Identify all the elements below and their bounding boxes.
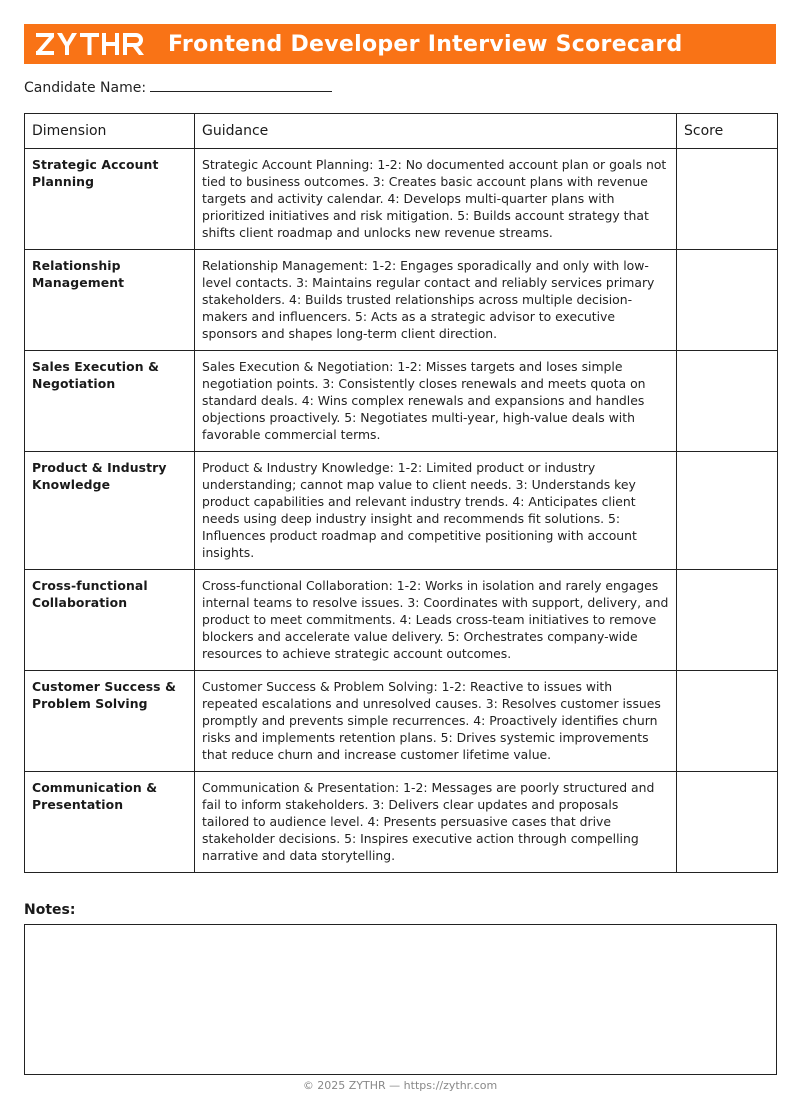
dimension-cell: Sales Execution & Negotiation xyxy=(25,351,195,452)
score-cell[interactable] xyxy=(677,452,778,570)
candidate-name-label: Candidate Name: xyxy=(24,80,147,96)
table-row xyxy=(25,452,778,570)
zythr-logo-wordmark xyxy=(36,30,148,58)
score-cell[interactable] xyxy=(677,149,778,250)
score-cell[interactable] xyxy=(677,570,778,671)
score-cell[interactable] xyxy=(677,250,778,351)
zythr-logo xyxy=(36,30,148,58)
guidance-cell: Product & Industry Knowledge: 1-2: Limited product or industry understanding; cannot map value to client needs. 3: Understands key product capabilities and relevant industry trends. 4: Anticipates client needs using deep industry insight and recommends fit solutions. 5: Influences product roadmap and competitive positioning with account insights. xyxy=(195,452,677,570)
column-header-score: Score xyxy=(677,114,778,149)
notes-area[interactable] xyxy=(24,924,777,1075)
notes-label: Notes: xyxy=(24,902,76,918)
score-cell[interactable] xyxy=(677,671,778,772)
guidance-cell: Cross-functional Collaboration: 1-2: Works in isolation and rarely engages internal teams to resolve issues. 3: Coordinates with support, delivery, and product to meet commitments. 4: Leads cross-team initiatives to remove blockers and accelerate value delivery. 5: Orchestrates company-wide resources to achieve strategic account outcomes. xyxy=(195,570,677,671)
guidance-cell: Strategic Account Planning: 1-2: No documented account plan or goals not tied to business outcomes. 3: Creates basic account plans with revenue targets and activity calendar. 4: Develops multi-quarter plans with prioritized initiatives and risk mitigation. 5: Builds account strategy that shifts client roadmap and unlocks new revenue streams. xyxy=(195,149,677,250)
guidance-cell: Customer Success & Problem Solving: 1-2: Reactive to issues with repeated escalations and unresolved causes. 3: Resolves customer issues promptly and prevents simple recurrences. 4: Proactively identifies churn risks and implements retention plans. 5: Drives systemic improvements that reduce churn and increase customer lifetime value. xyxy=(195,671,677,772)
guidance-cell: Communication & Presentation: 1-2: Messages are poorly structured and fail to inform stakeholders. 3: Delivers clear updates and proposals tailored to audience level. 4: Presents persuasive cases that drive stakeholder decisions. 5: Inspires executive action through compelling narrative and data storytelling. xyxy=(195,772,677,873)
score-cell[interactable] xyxy=(677,772,778,873)
guidance-cell: Relationship Management: 1-2: Engages sporadically and only with low-level contacts. 3: Maintains regular contact and reliably services primary stakeholders. 4: Builds trusted relationships across multiple decision-makers and influencers. 5: Acts as a strategic advisor to executive sponsors and shapes long-term client direction. xyxy=(195,250,677,351)
table-row xyxy=(25,570,778,671)
dimension-cell: Strategic Account Planning xyxy=(25,149,195,250)
candidate-name-row xyxy=(24,77,332,96)
candidate-name-field[interactable] xyxy=(150,77,332,92)
guidance-cell: Sales Execution & Negotiation: 1-2: Misses targets and loses simple negotiation points. 3: Consistently closes renewals and meets quota on standard deals. 4: Wins complex renewals and expansions and handles objections proactively. 5: Negotiates multi-year, high-value deals with favorable commercial terms. xyxy=(195,351,677,452)
column-header-dimension: Dimension xyxy=(25,114,195,149)
dimension-cell: Customer Success & Problem Solving xyxy=(25,671,195,772)
column-header-guidance: Guidance xyxy=(195,114,677,149)
table-header-row xyxy=(25,114,778,149)
dimension-cell: Cross-functional Collaboration xyxy=(25,570,195,671)
table-row xyxy=(25,250,778,351)
footer-copyright: © 2025 ZYTHR — https://zythr.com xyxy=(302,1079,498,1092)
dimension-cell: Communication & Presentation xyxy=(25,772,195,873)
header-bar xyxy=(24,24,776,64)
table-row xyxy=(25,671,778,772)
dimension-cell: Relationship Management xyxy=(25,250,195,351)
table-row xyxy=(25,351,778,452)
dimension-cell: Product & Industry Knowledge xyxy=(25,452,195,570)
page-title: Frontend Developer Interview Scorecard xyxy=(168,31,683,57)
table-row xyxy=(25,772,778,873)
table-row xyxy=(25,149,778,250)
score-cell[interactable] xyxy=(677,351,778,452)
scorecard-table xyxy=(24,113,778,873)
